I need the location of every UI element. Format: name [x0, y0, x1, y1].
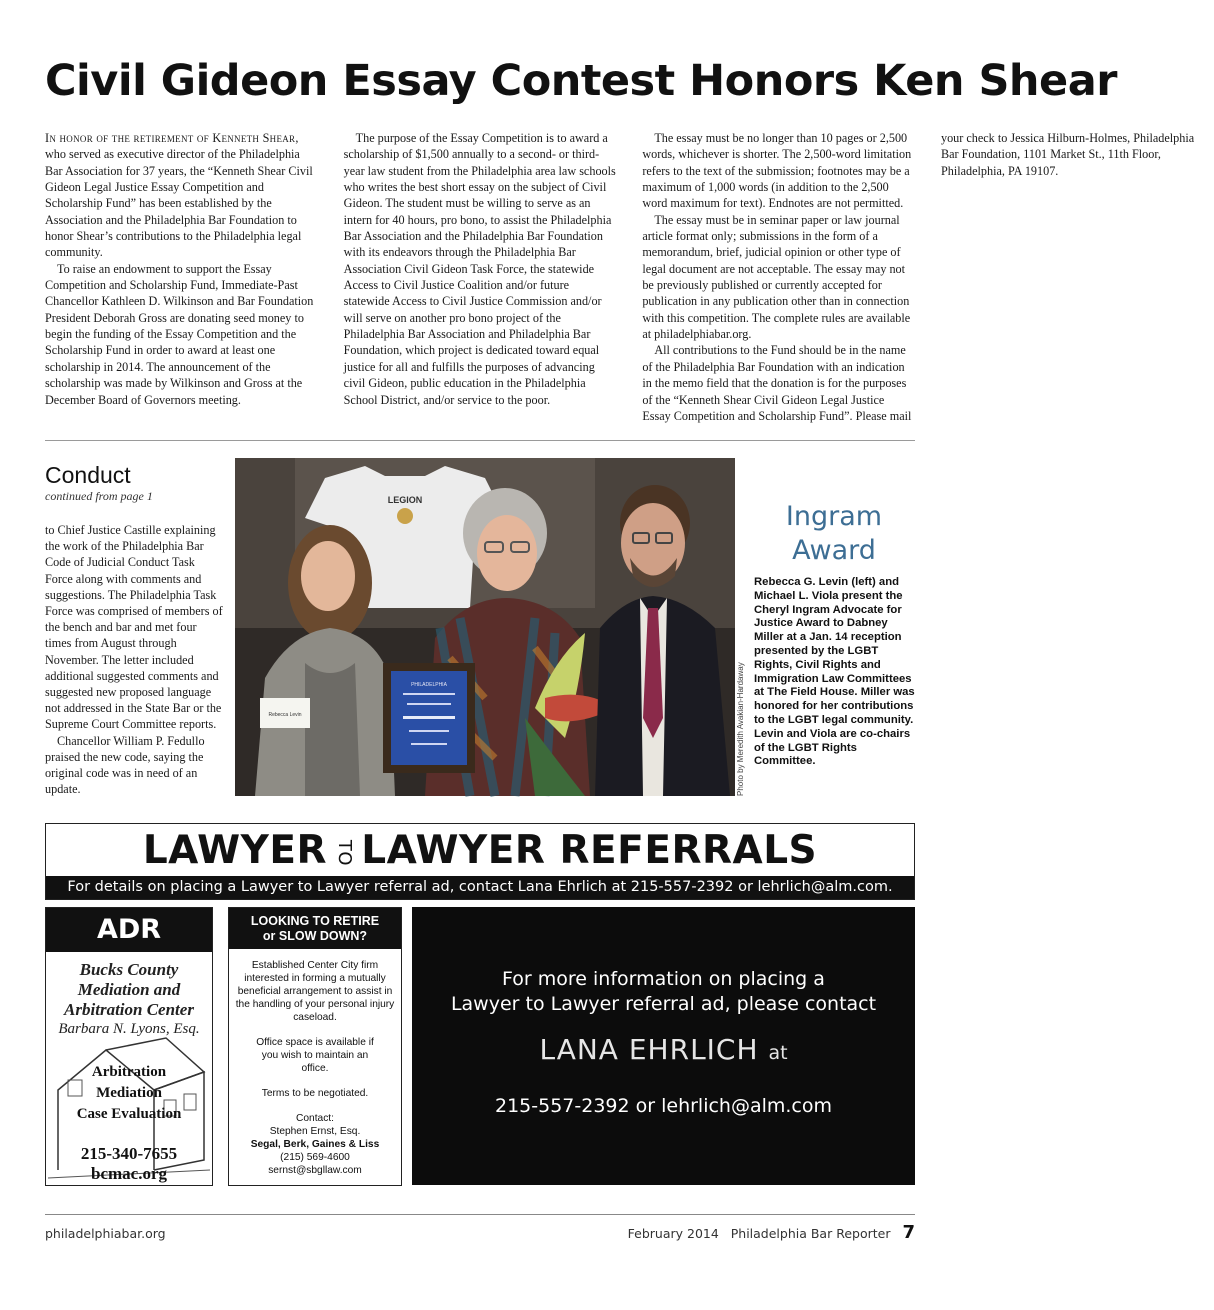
referrals-details: For details on placing a Lawyer to Lawyer referral ad, contact Lana Ehrlich at 215-557-2392 or lehrlich@alm.com. — [46, 876, 914, 899]
adr-website: bcmac.org — [90, 1164, 167, 1183]
retire-text: Terms to be negotiated. — [261, 1088, 369, 1099]
retire-text: Established Center City firm interested in forming a mutually beneficial arrangement to assist in the handling of your personal injury caseload. — [235, 960, 395, 1023]
photo-credit-text: Photo by Meredith Avakian-Hardaway — [736, 662, 745, 796]
referrals-title-right: LAWYER REFERRALS — [361, 828, 818, 873]
contact-name — [412, 1033, 915, 1066]
adr-organization — [46, 960, 212, 1020]
info-text — [412, 967, 915, 1017]
footer-publication: Philadelphia Bar Reporter — [730, 1226, 891, 1241]
retire-phone: (215) 569-4600 — [280, 1152, 350, 1163]
referrals-title-left: LAWYER — [142, 828, 328, 873]
retire-contact-label: Contact: — [296, 1113, 334, 1124]
retire-heading-line: LOOKING TO RETIRE — [250, 914, 380, 928]
article-lead: In honor of the retirement of Kenneth Shear, — [45, 131, 299, 145]
retire-email: sernst@sbgllaw.com — [268, 1165, 362, 1176]
adr-phone: 215-340-7655 — [80, 1144, 178, 1163]
referrals-title — [46, 826, 914, 878]
article-paragraph: The essay must be no longer than 10 pages or 2,500 words, whichever is shorter. The 2,500-word limitation refers to the text of the submission; footnotes may be a maximum of 1,000 words (in addition to the 2,500 word maximum for text). Endnotes are not permitted. — [642, 131, 912, 211]
plaque-text: PHILADELPHIA — [411, 682, 447, 688]
award-photo — [235, 458, 735, 796]
continued-note: continued from page 1 — [45, 489, 153, 503]
jersey-text: LEGION — [387, 495, 423, 505]
photo-credit — [736, 664, 748, 796]
footer-divider — [45, 1214, 915, 1215]
conduct-title: Conduct — [45, 462, 131, 488]
adr-service: Arbitration — [91, 1064, 167, 1080]
article-paragraph: The purpose of the Essay Competition is to award a scholarship of $1,500 annually to a second- or third-year law student from the Philadelphia area law schools who writes the best short essay on the subject of Civil Gideon. The student must be willing to serve as an intern for 40 hours, pro bono, to assist the Philadelphia Bar Association and the Philadelphia Bar Foundation with its endeavors through the Philadelphia Bar Association Civil Gideon Task Force, the statewide Access to Civil Justice Coalition and/or future statewide Access to Civil Justice Commission and/or will serve on another pro bono project of the Philadelphia Bar Association and Philadelphia Bar Foundation, which project is dedicated toward equal justice for all and fulfills the purposes of advancing civil Gideon, public education in the Philadelphia School District, and/or service to the poor. — [343, 131, 616, 407]
adr-person: Barbara N. Lyons, Esq. — [58, 1021, 200, 1037]
adr-service: Mediation — [96, 1085, 162, 1101]
retire-heading-line: or SLOW DOWN? — [262, 929, 368, 943]
award-photo-illustration — [235, 458, 735, 796]
retire-firm: Segal, Berk, Gaines & Liss — [250, 1139, 380, 1150]
adr-org-line: Mediation and — [77, 980, 181, 999]
retire-contact-name: Stephen Ernst, Esq. — [269, 1126, 361, 1137]
adr-heading: ADR — [46, 908, 212, 952]
retire-ad — [228, 907, 402, 1186]
referrals-title-to: TO — [334, 839, 356, 866]
adr-ad — [45, 907, 213, 1186]
award-title-line: Award — [792, 535, 876, 566]
badge-text: Rebecca Levin — [268, 712, 302, 718]
referral-info-ad — [412, 907, 915, 1185]
info-line: Lawyer to Lawyer referral ad, please contact — [450, 993, 877, 1015]
adr-service: Case Evaluation — [76, 1106, 182, 1122]
page-number: 7 — [902, 1222, 915, 1243]
contact-at: at — [768, 1042, 788, 1064]
adr-org-line: Bucks County — [79, 960, 179, 979]
article-body — [45, 130, 1195, 426]
article-paragraph: All contributions to the Fund should be in the name of the Philadelphia Bar Foundation with an indication in the memo field that the donation is for the purposes of the “Kenneth Shear Civil Gideon Legal Justice Essay Competition and Scholarship Fund”. Please mail your check to Jessica Hilburn-Holmes, Philadelphia Bar Foundation, 1101 Market St., 11th Floor, Philadelphia, PA 19107. — [642, 131, 1195, 423]
footer-website: philadelphiabar.org — [45, 1226, 166, 1241]
conduct-body — [45, 522, 223, 797]
info-line: For more information on placing a — [502, 968, 825, 990]
article-paragraph: To raise an endowment to support the Essay Competition and Scholarship Fund, Immediate-Past Chancellor Kathleen D. Wilkinson and Bar Foundation President Deborah Gross are donating seed money to begin the funding of the Essay Competition and the Scholarship Fund in order to award at least one scholarship in 2014. The announcement of the scholarship was made by Wilkinson and Gross at the December Board of Governors meeting. — [45, 261, 314, 407]
article-paragraph — [45, 130, 318, 261]
conduct-paragraph: Chancellor William P. Fedullo praised the new code, saying the original code was in need of an update. — [45, 733, 205, 797]
award-title — [754, 500, 914, 568]
award-caption: Rebecca G. Levin (left) and Michael L. Viola present the Cheryl Ingram Advocate for Justice Award to Dabney Miller at a Jan. 14 reception presented by the LGBT Rights, Civil Rights and Immigration Law Committees at The Field House. Miller was honored for her contributions to the LGBT legal community. Levin and Viola are co-chairs of the LGBT Rights Committee. — [754, 576, 915, 768]
contact-name-text: LANA EHRLICH — [539, 1033, 759, 1066]
retire-heading — [229, 908, 401, 949]
section-divider — [45, 440, 915, 441]
article-paragraph-text: who served as executive director of the Philadelphia Bar Association for 37 years, the “Kenneth Shear Civil Gideon Legal Justice Essay Competition and Scholarship Fund” has been established by the Association and the Philadelphia Bar Foundation to honor Shear’s contributions to the Philadelphia legal community. — [45, 147, 313, 260]
footer-date: February 2014 — [627, 1226, 719, 1241]
lawyer-referrals-banner — [45, 823, 915, 900]
award-title-line: Ingram — [785, 501, 883, 532]
article-paragraph: The essay must be in seminar paper or law journal article format only; submissions in the form of a memorandum, brief, judicial opinion or other type of legal document are not acceptable. The essay may not be previously published or currently accepted for publication in any publication other than in connection with this competition. The complete rules are available at philadelphiabar.org. — [642, 212, 911, 342]
contact-details: 215-557-2392 or lehrlich@alm.com — [494, 1095, 833, 1117]
adr-org-line: Arbitration Center — [64, 1000, 194, 1019]
conduct-paragraph: to Chief Justice Castille explaining the work of the Philadelphia Bar Code of Judicial Conduct Task Force along with comments and suggestions. The Philadelphia Task Force was comprised of members of the bench and bar and met four times from August through November. The letter included additional suggested comments and suggested new proposed language not addressed in the State Bar or the Supreme Court Committee reports. — [45, 523, 223, 732]
article-headline: Civil Gideon Essay Contest Honors Ken Shear — [45, 56, 1117, 106]
retire-text: Office space is available if you wish to maintain an office. — [256, 1037, 374, 1074]
footer-publication-info — [628, 1222, 915, 1243]
